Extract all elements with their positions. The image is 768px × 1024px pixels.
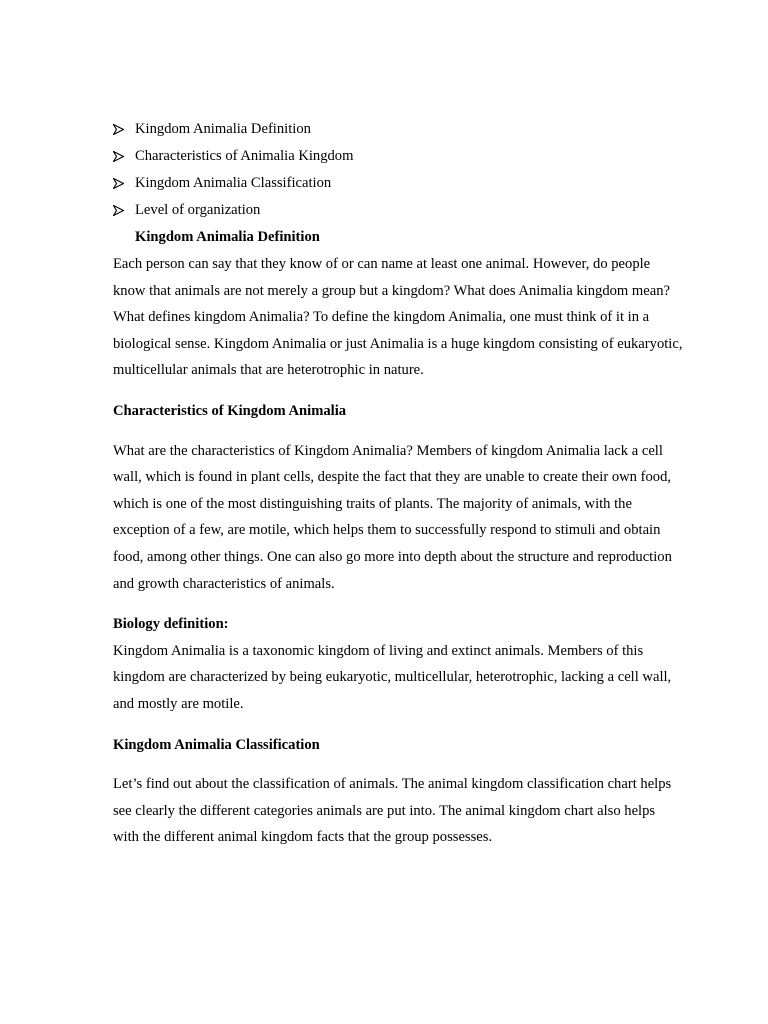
biology-heading: Biology definition: <box>113 616 229 633</box>
classification-paragraph: Let’s find out about the classification of animals. The animal kingdom classification chart helps see clearly the different categories animals are put into. The animal kingdom chart also helps with the different animal kingdom facts that the group possesses. <box>113 776 672 846</box>
definition-heading: Kingdom Animalia Definition <box>135 229 320 245</box>
characteristics-paragraph: What are the characteristics of Kingdom Animalia? Members of kingdom Animalia lack a cell wall, which is found in plant cells, despite the fact that they are unable to create their own food, which is one of the most distinguishing traits of plants. The majority of animals, with the exception of a few, are motile, which helps them to successfully respond to stimuli and obtain food, among other things. One can also go more into depth about the structure and reproduction and growth characteristics of animals. <box>113 442 672 592</box>
list-item <box>113 116 683 143</box>
list-item <box>113 143 683 170</box>
definition-paragraph: Each person can say that they know of or can name at least one animal. However, do people know that animals are not merely a group but a kingdom? What does Animalia kingdom mean? What defines kingdom Animalia? To define the kingdom Animalia, one must think of it in a biological sense. Kingdom Animalia or just Animalia is a huge kingdom consisting of eukaryotic, multicellular animals that are heterotrophic in nature. <box>113 256 683 379</box>
topic-list <box>113 116 683 224</box>
biology-paragraph: Kingdom Animalia is a taxonomic kingdom of living and extinct animals. Members of this kingdom are characterized by being eukaryotic, multicellular, heterotrophic, lacking a cell wall, and mostly are motile. <box>113 642 672 712</box>
list-item-text: Kingdom Animalia Definition <box>135 121 311 137</box>
list-item-text: Kingdom Animalia Classification <box>135 175 332 191</box>
list-item <box>113 170 683 197</box>
classification-heading: Kingdom Animalia Classification <box>113 736 320 753</box>
arrowhead-bullet-icon <box>113 170 127 197</box>
document-page <box>113 116 683 851</box>
arrowhead-bullet-icon <box>113 197 127 224</box>
list-item-text: Level of organization <box>135 202 261 218</box>
arrowhead-bullet-icon <box>113 143 127 170</box>
list-item <box>113 197 683 224</box>
arrowhead-bullet-icon <box>113 116 127 143</box>
characteristics-heading: Characteristics of Kingdom Animalia <box>113 402 347 419</box>
list-item-text: Characteristics of Animalia Kingdom <box>135 148 354 164</box>
